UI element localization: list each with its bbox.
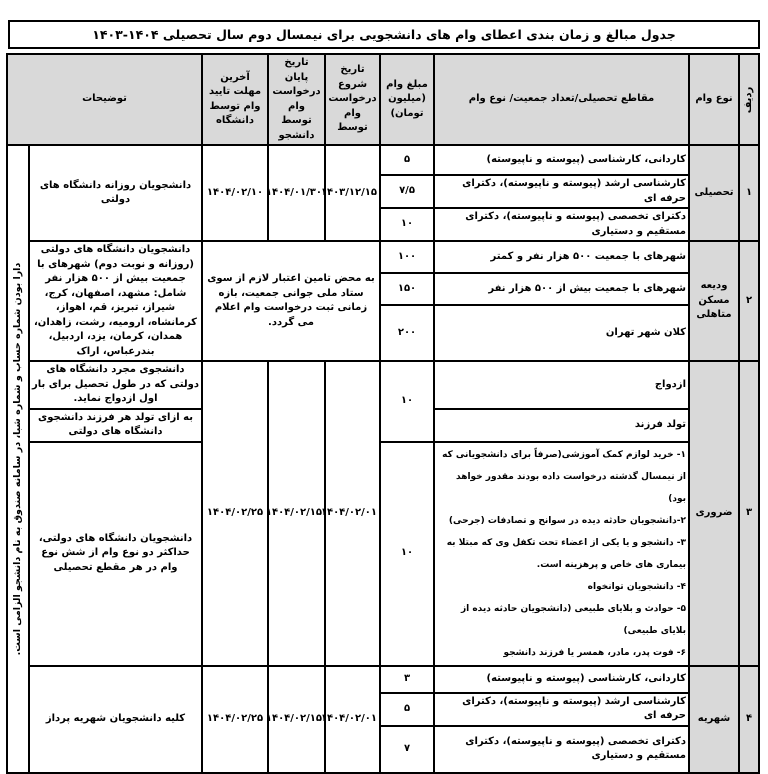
header-cell-levels: مقاطع تحصیلی/تعداد جمعیت/ نوع وام bbox=[434, 54, 689, 145]
header-cell-loan-type: نوع وام bbox=[689, 54, 739, 145]
level-cell: شهرهای با جمعیت ۵۰۰ هزار نفر و کمتر bbox=[434, 241, 689, 273]
amount-cell: ۷ bbox=[380, 726, 434, 773]
end-date-cell: ۱۴۰۴/۰۱/۳۰ bbox=[268, 145, 325, 241]
table-row bbox=[7, 145, 759, 175]
header-cell-end-date: تاریخ پایان درخواست وام توسط دانشجو bbox=[268, 54, 325, 145]
amount-cell: ۱۵۰ bbox=[380, 273, 434, 305]
level-cell: شهرهای با جمعیت بیش از ۵۰۰ هزار نفر bbox=[434, 273, 689, 305]
table-row bbox=[7, 666, 759, 693]
loan-type-cell: ضروری bbox=[689, 361, 739, 666]
row-number-cell: ۱ bbox=[739, 145, 759, 241]
amount-cell: ۳ bbox=[380, 666, 434, 693]
amount-cell: ۱۰ bbox=[380, 442, 434, 666]
level-cell: کاردانی، کارشناسی (پیوسته و ناپیوسته) bbox=[434, 145, 689, 175]
end-date-cell: ۱۴۰۴/۰۲/۱۵ bbox=[268, 361, 325, 666]
notes-cell: دانشجویان دانشگاه های دولتی (روزانه و نوبت دوم) شهرهای با جمعیت بیش از ۵۰۰ هزار نفر شامل: مشهد، اصفهان، کرج، شیراز، تبریز، قم، اهواز، کرمانشاه، ارومیه، رشت، زاهدان، همدان، کرمان، یزد، اردبیل، بندرعباس، اراک bbox=[29, 241, 202, 361]
notes-cell: کلیه دانشجویان شهریه پرداز bbox=[29, 666, 202, 773]
level-cell: دکترای تخصصی (پیوسته و ناپیوسته)، دکترای مستقیم و دستیاری bbox=[434, 726, 689, 773]
notes-cell: دانشجوی مجرد دانشگاه های دولتی که در طول تحصیل برای بار اول ازدواج نماید. bbox=[29, 361, 202, 409]
level-cell: تولد فرزند bbox=[434, 409, 689, 442]
header-row bbox=[7, 54, 759, 145]
header-cell-notes: توضیحات bbox=[7, 54, 202, 145]
table-row bbox=[7, 241, 759, 273]
amount-cell: ۱۰ bbox=[380, 208, 434, 241]
row-number-cell: ۳ bbox=[739, 361, 759, 666]
loan-type-cell: ودیعه مسکن متاهلی bbox=[689, 241, 739, 361]
amount-cell: ۵ bbox=[380, 145, 434, 175]
loan-type-cell: شهریه bbox=[689, 666, 739, 773]
level-cell: کارشناسی ارشد (پیوسته و ناپیوسته)، دکترای حرفه ای bbox=[434, 693, 689, 726]
level-cell: ازدواج bbox=[434, 361, 689, 409]
start-date-cell: ۱۴۰۴/۰۲/۰۱ bbox=[325, 666, 380, 773]
table-row bbox=[7, 361, 759, 409]
amount-cell: ۷/۵ bbox=[380, 175, 434, 208]
side-note-cell bbox=[7, 145, 29, 773]
row-number-cell: ۴ bbox=[739, 666, 759, 773]
notes-cell: به ازای تولد هر فرزند دانشجوی دانشگاه های دولتی bbox=[29, 409, 202, 442]
header-cell-approval-deadline: آخرین مهلت تایید وام توسط دانشگاه bbox=[202, 54, 268, 145]
emergency-reasons-cell bbox=[434, 442, 689, 666]
header-cell-row-no bbox=[739, 54, 759, 145]
side-note-vertical-text: دارا بودن شماره حساب و شماره شبا، در سامانه صندوق به نام دانشجو الزامی است. bbox=[12, 262, 24, 656]
deadline-cell: ۱۴۰۴/۰۲/۲۵ bbox=[202, 666, 268, 773]
header-cell-start-date: تاریخ شروع درخواست وام توسط bbox=[325, 54, 380, 145]
loan-type-cell: تحصیلی bbox=[689, 145, 739, 241]
notes-cell: دانشجویان دانشگاه های دولتی، حداکثر دو نوع وام از شش نوع وام در هر مقطع تحصیلی bbox=[29, 442, 202, 666]
level-cell: کلان شهر تهران bbox=[434, 305, 689, 361]
header-cell-amount: مبلغ وام (میلیون تومان) bbox=[380, 54, 434, 145]
end-date-cell: ۱۴۰۴/۰۲/۱۵ bbox=[268, 666, 325, 773]
deadline-cell: ۱۴۰۴/۰۲/۱۰ bbox=[202, 145, 268, 241]
student-loans-table bbox=[6, 53, 760, 774]
page-title: جدول مبالغ و زمان بندی اعطای وام های دانشجویی برای نیمسال دوم سال تحصیلی ۱۴۰۴-۱۴۰۳ bbox=[8, 20, 760, 49]
amount-cell: ۱۰ bbox=[380, 361, 434, 442]
row-no-vertical-label: ردیف bbox=[742, 86, 754, 113]
start-date-cell: ۱۴۰۳/۱۲/۱۵ bbox=[325, 145, 380, 241]
emergency-reason-line: ۳- دانشجو و یا یکی از اعضاء تحت تکفل وی که مبتلا به بیماری های خاص و پرهزینه است. bbox=[446, 537, 686, 570]
dates-pending-note-cell: به محض تامین اعتبار لازم از سوی ستاد ملی جوانی جمعیت، بازه زمانی ثبت درخواست وام اعلام می گردد. bbox=[202, 241, 380, 361]
emergency-reason-line: ۱- خرید لوازم کمک آموزشی(صرفاً برای دانشجویانی که از نیمسال گذشته درخواست داده بودند مقدور خواهد بود) bbox=[442, 449, 686, 504]
amount-cell: ۵ bbox=[380, 693, 434, 726]
emergency-reason-line: ۴- دانشجویان توانخواه bbox=[587, 581, 686, 592]
notes-cell: دانشجویان روزانه دانشگاه های دولتی bbox=[29, 145, 202, 241]
level-cell: کاردانی، کارشناسی (پیوسته و ناپیوسته) bbox=[434, 666, 689, 693]
emergency-reason-line: ۲-دانشجویان حادثه دیده در سوانح و تصادفات (جرحی) bbox=[448, 515, 686, 526]
emergency-reason-line: ۶- فوت پدر، مادر، همسر یا فرزند دانشجو bbox=[503, 647, 686, 658]
table-row bbox=[7, 442, 759, 666]
amount-cell: ۲۰۰ bbox=[380, 305, 434, 361]
row-number-cell: ۲ bbox=[739, 241, 759, 361]
emergency-reason-line: ۵- حوادث و بلایای طبیعی (دانشجویان حادثه دیده از بلایای طبیعی) bbox=[460, 603, 686, 636]
level-cell: کارشناسی ارشد (پیوسته و ناپیوسته)، دکترای حرفه ای bbox=[434, 175, 689, 208]
start-date-cell: ۱۴۰۴/۰۲/۰۱ bbox=[325, 361, 380, 666]
amount-cell: ۱۰۰ bbox=[380, 241, 434, 273]
deadline-cell: ۱۴۰۴/۰۲/۲۵ bbox=[202, 361, 268, 666]
level-cell: دکترای تخصصی (پیوسته و ناپیوسته)، دکترای مستقیم و دستیاری bbox=[434, 208, 689, 241]
